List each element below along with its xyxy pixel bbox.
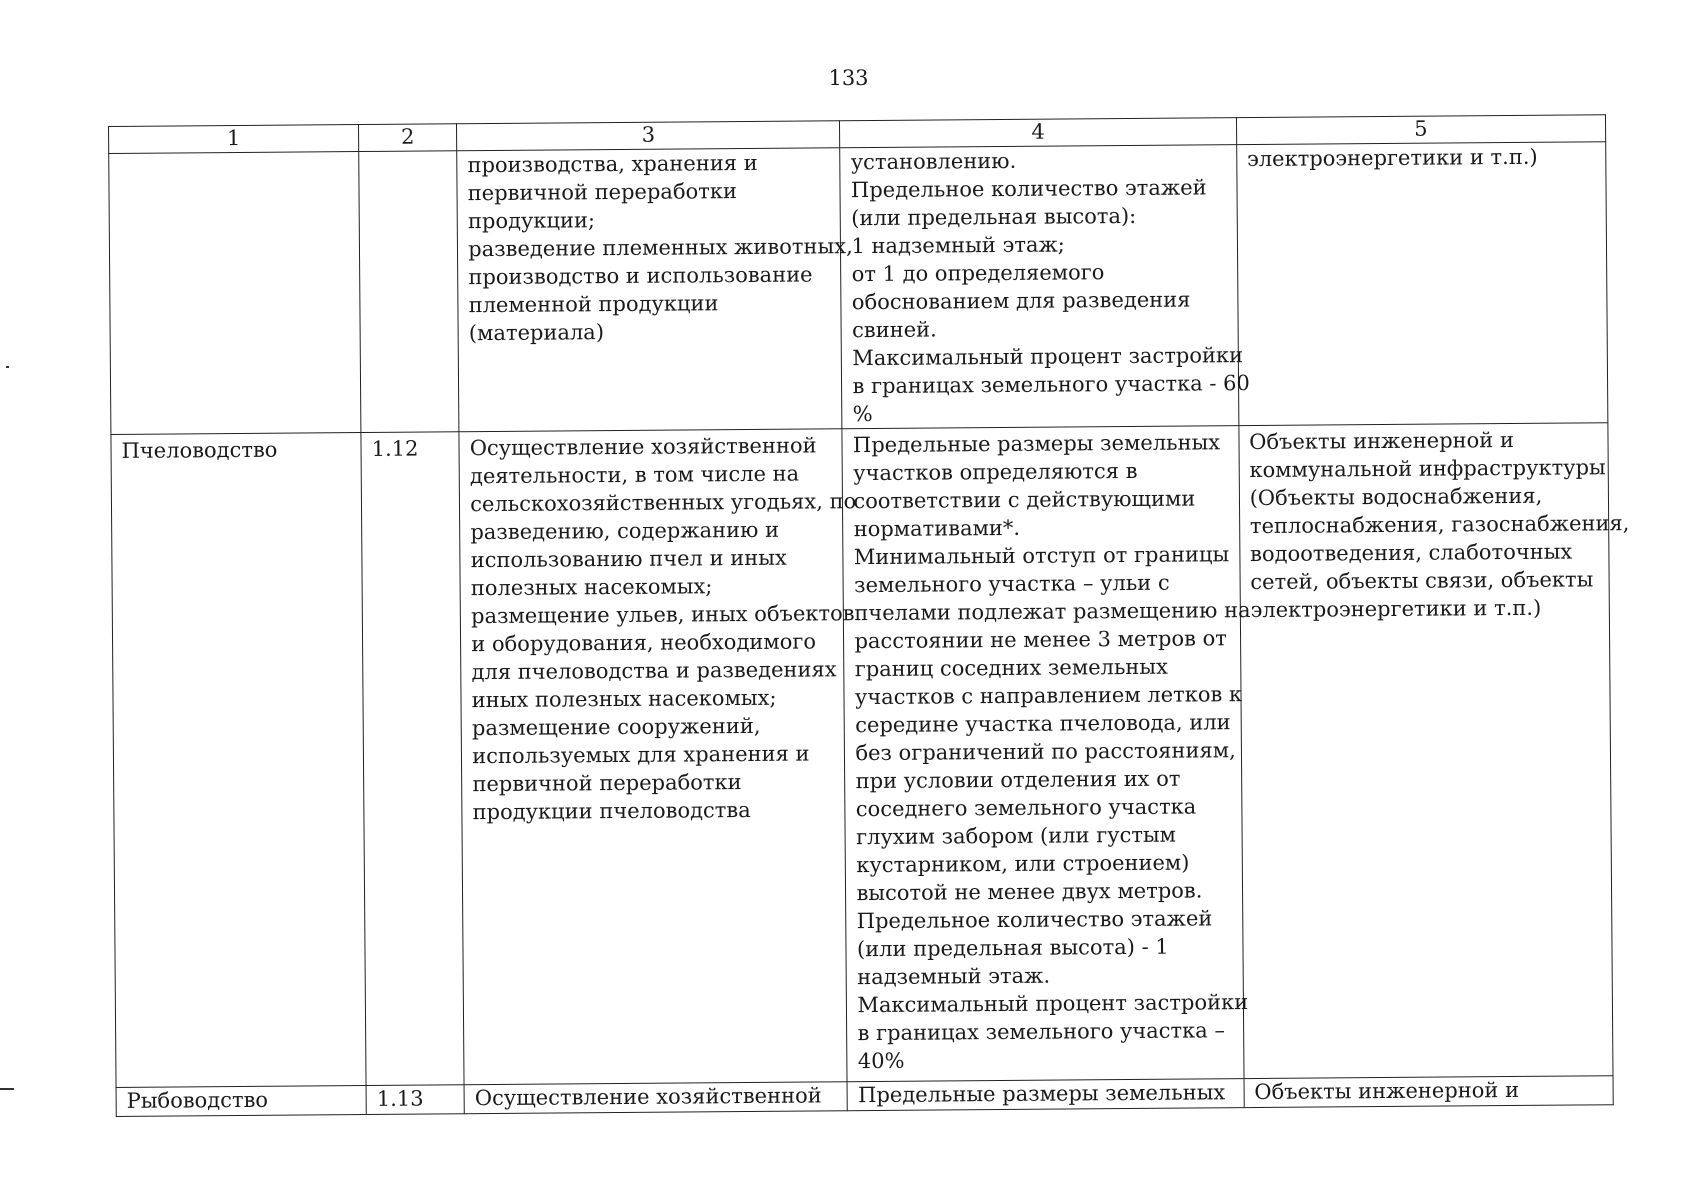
- cell-text-line: соседнего земельного участка: [855, 794, 1197, 822]
- land-use-table: [108, 114, 1630, 1117]
- cell-text-line: иных полезных насекомых;: [471, 685, 777, 713]
- cell-text-line: для пчеловодства и разведениях: [471, 657, 837, 685]
- cell-text-line: %: [852, 402, 873, 427]
- cell-text-line: участков с направлением летков к: [854, 682, 1243, 710]
- cell-text-line: обоснованием для разведения: [851, 287, 1191, 315]
- cell-text-line: размещение ульев, иных объектов: [470, 601, 855, 629]
- cell-infrastructure: [1236, 142, 1607, 426]
- cell-text-line: расстоянии не менее 3 метров от: [854, 626, 1227, 654]
- cell-text-line: в границах земельного участка - 60: [852, 371, 1250, 399]
- cell-text-line: продукции;: [467, 208, 596, 234]
- cell-text-line: используемых для хранения и: [472, 741, 810, 769]
- page-number: 133: [828, 66, 869, 90]
- cell-text-line: соответствии с действующими: [853, 486, 1196, 514]
- cell-description: [464, 1082, 847, 1114]
- cell-text-line: границ соседних земельных: [854, 654, 1168, 682]
- cell-text-line: высотой не менее двух метров.: [856, 878, 1203, 906]
- cell-text-line: племенной продукции: [468, 291, 719, 318]
- header-col-3: 3: [457, 121, 840, 151]
- cell-text-line: (материала): [468, 320, 605, 346]
- cell-text-line: нормативами*.: [853, 515, 1021, 542]
- cell-infrastructure: [1244, 1076, 1613, 1108]
- cell-text-line: установлению.: [850, 148, 1017, 175]
- cell-text-line: Предельные размеры земельных: [852, 430, 1221, 458]
- cell-parameters: [840, 145, 1250, 429]
- cell-text-line: размещение сооружений,: [471, 713, 761, 741]
- cell-text-line: глухим забором (или густым: [855, 822, 1177, 850]
- cell-text-line: Предельное количество этажей: [850, 175, 1207, 203]
- header-col-4: 4: [840, 118, 1236, 148]
- cell-text-line: водоотведения, слаботочных: [1250, 539, 1573, 567]
- cell-name: Пчеловодство: [111, 433, 366, 1088]
- cell-text-line: 40%: [857, 1048, 905, 1074]
- cell-text-line: разведение племенных животных,: [468, 234, 853, 262]
- cell-code: 1.13: [366, 1085, 464, 1115]
- cell-infrastructure: [1239, 423, 1630, 1079]
- cell-name: Рыбоводство: [116, 1086, 366, 1117]
- cell-text-line: пчелами подлежат размещению на: [854, 598, 1251, 626]
- cell-text-line: производство и использование: [468, 262, 813, 290]
- cell-text-line: Осуществление хозяйственной: [474, 1083, 822, 1111]
- cell-text-line: (Объекты водоснабжения,: [1249, 483, 1543, 511]
- cell-text-line: Максимальный процент застройки: [852, 343, 1244, 371]
- margin-mark-dot: [6, 366, 9, 368]
- cell-text-line: и оборудования, необходимого: [471, 629, 817, 657]
- cell-text-line: первичной переработки: [472, 770, 742, 797]
- cell-parameters: [847, 1079, 1243, 1111]
- cell-text-line: при условии отделения их от: [855, 766, 1181, 794]
- cell-text-line: первичной переработки: [467, 179, 738, 206]
- cell-text-line: (или предельная высота) - 1: [856, 934, 1169, 962]
- cell-text-line: сельскохозяйственных угодьях, по: [470, 489, 857, 517]
- cell-text-line: коммунальной инфраструктуры: [1249, 455, 1606, 483]
- cell-name: [109, 152, 361, 435]
- cell-text-line: Осуществление хозяйственной: [469, 433, 817, 461]
- cell-text-line: без ограничений по расстояниям,: [855, 738, 1236, 766]
- cell-text-line: земельного участка – ульи с: [854, 570, 1170, 598]
- cell-text-line: полезных насекомых;: [470, 574, 713, 601]
- cell-text-line: участков определяются в: [853, 458, 1138, 486]
- cell-text-line: электроэнергетики и т.п.): [1246, 144, 1538, 172]
- cell-text-line: (или предельная высота):: [851, 203, 1137, 231]
- cell-code: [359, 151, 459, 433]
- cell-text-line: кустарником, или строением): [856, 850, 1190, 878]
- header-col-5: 5: [1236, 115, 1605, 145]
- table-row: [111, 423, 1613, 1088]
- cell-text-line: надземный этаж.: [857, 963, 1051, 990]
- cell-text-line: Минимальный отступ от границы: [853, 542, 1230, 570]
- header-col-2: 2: [359, 124, 457, 152]
- cell-description: [459, 429, 857, 1085]
- cell-text-line: продукции пчеловодства: [472, 797, 751, 825]
- cell-text-line: Максимальный процент застройки: [857, 990, 1249, 1018]
- cell-text-line: Объекты инженерной и: [1249, 427, 1515, 455]
- cell-text-line: Предельное количество этажей: [856, 906, 1213, 934]
- header-col-1: 1: [109, 125, 359, 154]
- cell-text-line: сетей, объекты связи, объекты: [1250, 567, 1594, 595]
- cell-text-line: электроэнергетики и т.п.): [1250, 595, 1542, 623]
- cell-text-line: деятельности, в том числе на: [469, 461, 800, 489]
- margin-mark-dash: [0, 1088, 14, 1090]
- cell-text-line: от 1 до определяемого: [851, 260, 1105, 287]
- cell-text-line: Объекты инженерной и: [1254, 1077, 1520, 1105]
- table-body: [109, 142, 1630, 1117]
- cell-description: [457, 148, 853, 432]
- cell-text-line: разведению, содержанию и: [470, 517, 780, 545]
- cell-text-line: свиней.: [852, 317, 937, 343]
- cell-text-line: производства, хранения и: [467, 150, 758, 178]
- cell-text-line: середине участка пчеловода, или: [855, 710, 1231, 738]
- cell-text-line: 1 надземный этаж;: [851, 232, 1065, 259]
- cell-parameters: [842, 426, 1251, 1082]
- cell-text-line: в границах земельного участка –: [857, 1018, 1226, 1046]
- cell-code: 1.12: [361, 432, 464, 1086]
- table-row: [109, 142, 1608, 435]
- cell-text-line: теплоснабжения, газоснабжения,: [1249, 511, 1630, 539]
- cell-text-line: Предельные размеры земельных: [858, 1080, 1226, 1108]
- cell-text-line: использованию пчел и иных: [470, 545, 787, 573]
